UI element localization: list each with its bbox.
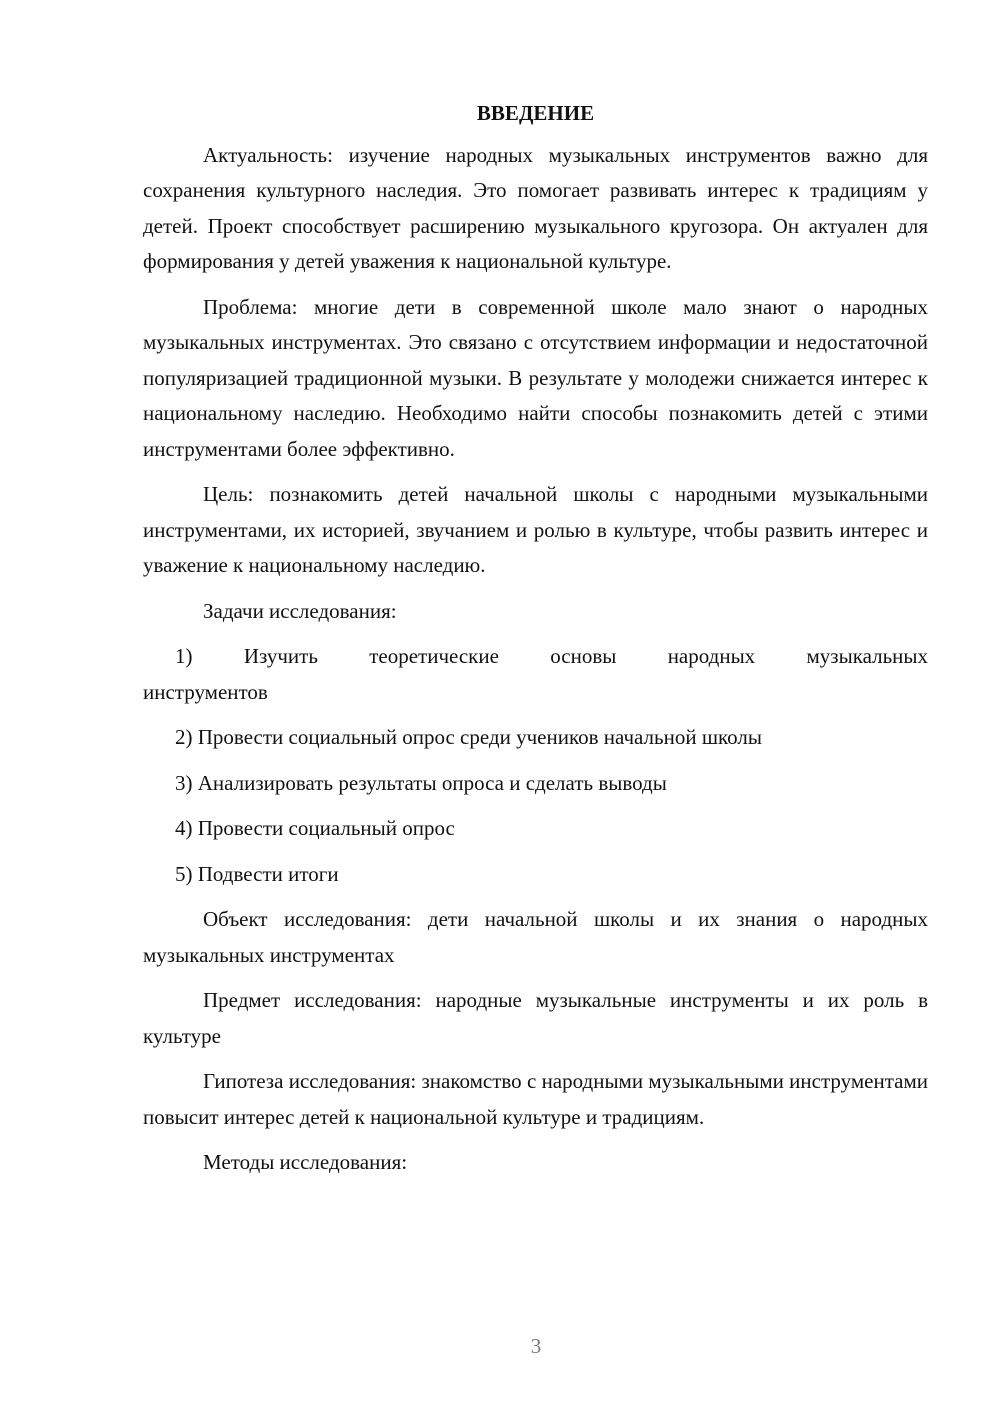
task-item: 2) Провести социальный опрос среди учеников начальной школы: [175, 725, 762, 749]
subject-paragraph: Предмет исследования: народные музыкальные инструменты и их роль в культуре: [143, 988, 928, 1048]
problem-paragraph: Проблема: многие дети в современной школе мало знают о народных музыкальных инструментах. Это связано с отсутствием информации и недостаточной популяризацией традиционной музыки. В результате у молодежи снижается интерес к национальному наследию. Необходимо найти способы познакомить детей с этими инструментами более эффективно.: [143, 294, 928, 461]
relevance-paragraph: Актуальность: изучение народных музыкальных инструментов важно для сохранения культурного наследия. Это помогает развивать интерес к традициям у детей. Проект способствует расширению музыкального кругозора. Он актуален для формирования у детей уважения к национальной культуре.: [143, 142, 928, 273]
hypothesis-paragraph: Гипотеза исследования: знакомство с народными музыкальными инструментами повысит интерес детей к национальной культуре и традициям.: [143, 1069, 928, 1129]
tasks-heading: Задачи исследования:: [203, 598, 397, 623]
document-page: [143, 96, 928, 1191]
task-item: 5) Подвести итоги: [175, 861, 339, 886]
goal-paragraph: Цель: познакомить детей начальной школы с народными музыкальными инструментами, их историей, звучанием и ролью в культуре, чтобы развить интерес и уважение к национальному наследию.: [143, 482, 928, 577]
section-title: ВВЕДЕНИЕ: [476, 101, 595, 125]
object-paragraph: Объект исследования: дети начальной школы и их знания о народных музыкальных инструментах: [143, 907, 928, 967]
task-item: 4) Провести социальный опрос: [175, 816, 455, 840]
task-item: 3) Анализировать результаты опроса и сделать выводы: [175, 770, 667, 795]
task-item: 1) Изучить теоретические основы народных музыкальных: [175, 644, 928, 668]
methods-heading: Методы исследования:: [203, 1150, 408, 1174]
task-item-continuation: инструментов: [143, 679, 268, 704]
page-number: 3: [530, 1334, 542, 1358]
